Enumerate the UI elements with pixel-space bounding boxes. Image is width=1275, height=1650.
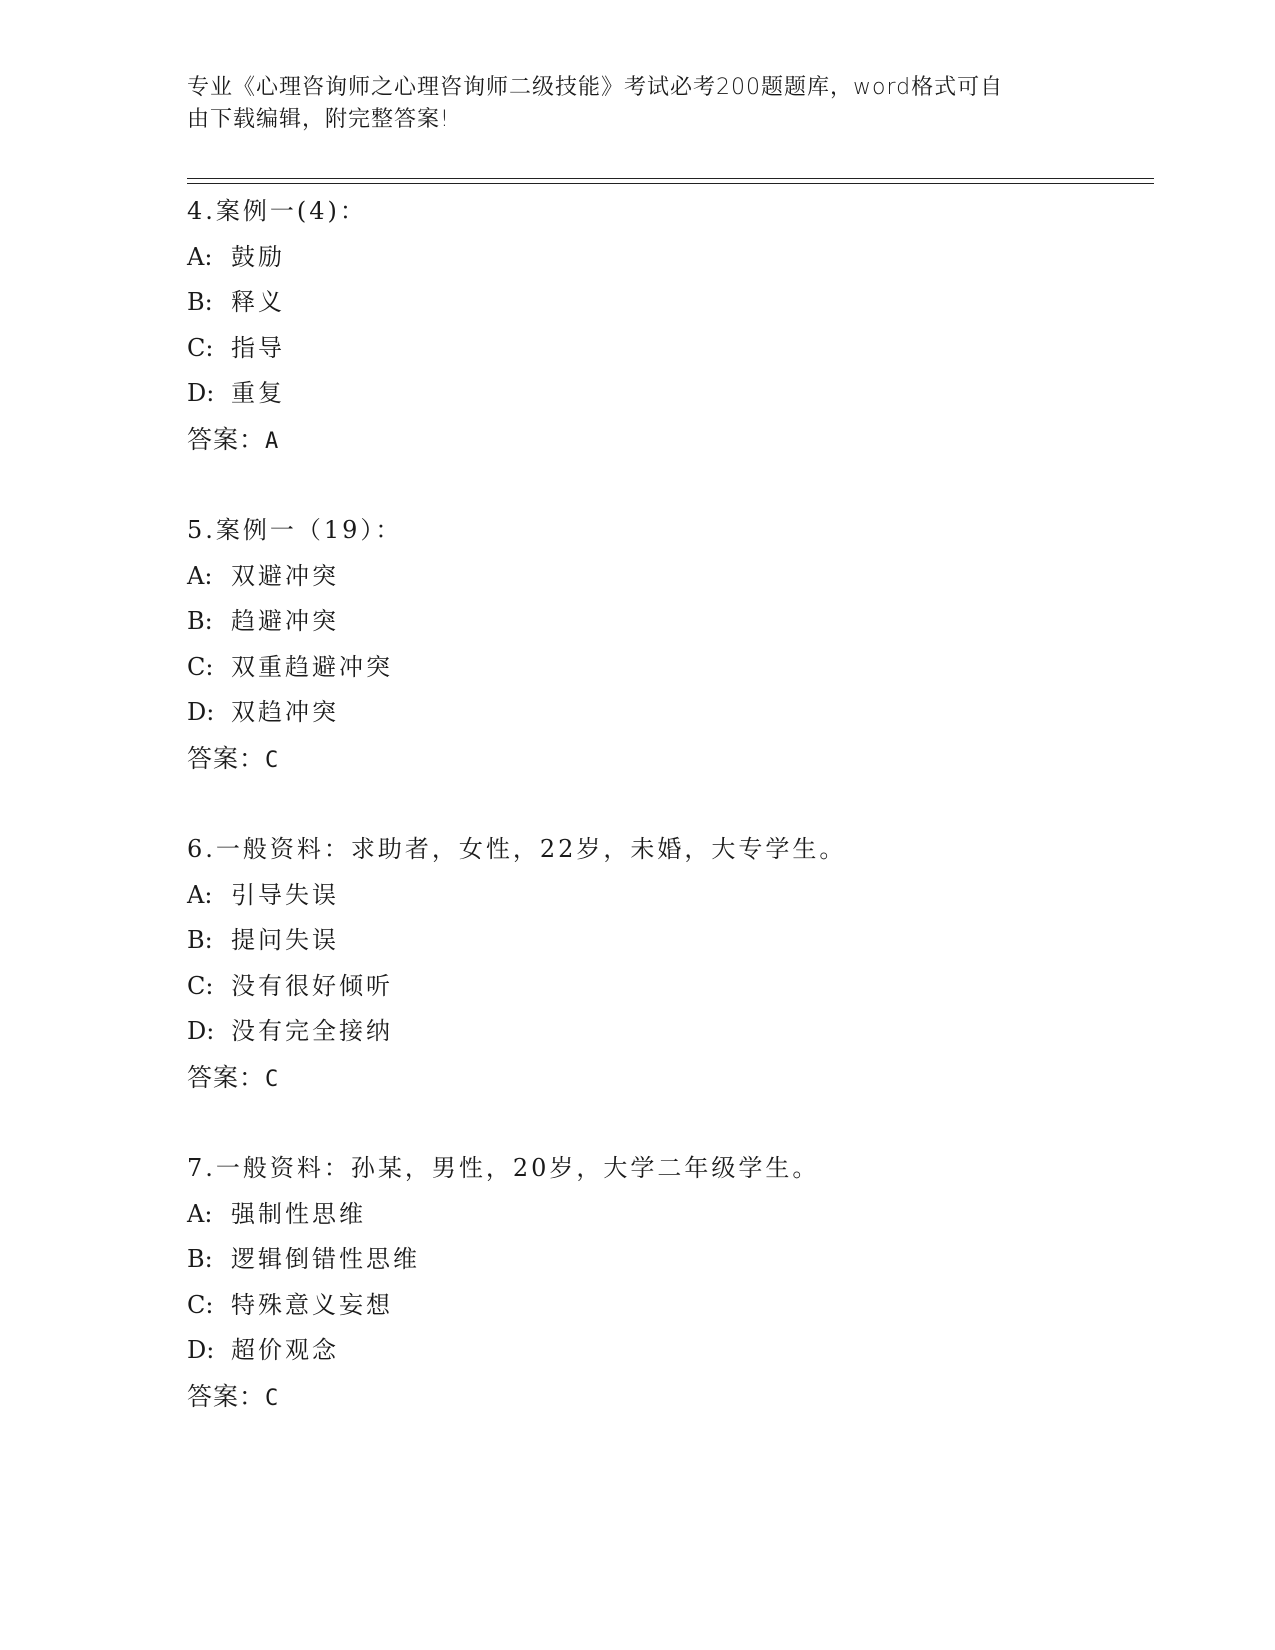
option-text: 没有完全接纳 — [231, 1017, 393, 1045]
answer-label: 答案： — [187, 1381, 266, 1411]
option-letter: A: — [187, 1199, 213, 1228]
document-header — [187, 72, 1067, 136]
answer-line — [187, 417, 1147, 463]
option-letter: C: — [187, 1290, 214, 1319]
option-letter: D: — [187, 1336, 215, 1364]
option-text: 重复 — [231, 379, 285, 407]
answer-label: 答案： — [187, 743, 266, 773]
question-block — [187, 827, 1147, 1100]
question-stem: 6.一般资料：求助者，女性，22岁，未婚，大专学生。 — [187, 835, 847, 863]
option-b — [187, 280, 1147, 326]
question-block — [187, 189, 1147, 462]
option-letter: B: — [187, 926, 213, 954]
option-letter: C: — [187, 652, 214, 681]
option-letter: B: — [187, 1245, 213, 1273]
option-text: 释义 — [231, 288, 285, 316]
answer-value: A — [265, 428, 280, 454]
option-text: 鼓励 — [231, 242, 285, 271]
question-stem: 5.案例一（19）： — [187, 516, 403, 544]
option-b — [187, 599, 1147, 645]
option-letter: D: — [187, 1017, 215, 1045]
option-text: 超价观念 — [231, 1336, 339, 1364]
option-letter: D: — [187, 379, 215, 407]
option-text: 特殊意义妄想 — [231, 1290, 393, 1319]
question-list — [187, 189, 1147, 1465]
option-b — [187, 918, 1147, 964]
question-block — [187, 508, 1147, 781]
answer-line — [187, 736, 1147, 782]
answer-value: C — [265, 1385, 280, 1411]
answer-line — [187, 1055, 1147, 1101]
option-text: 双重趋避冲突 — [231, 652, 393, 681]
header-line-2: 由下载编辑，附完整答案! — [187, 107, 450, 132]
question-stem: 7.一般资料：孙某，男性，20岁，大学二年级学生。 — [187, 1154, 820, 1182]
option-text: 逻辑倒错性思维 — [231, 1245, 420, 1273]
question-stem: 4.案例一(4)： — [187, 197, 367, 225]
option-text: 提问失误 — [231, 926, 339, 954]
option-c — [187, 964, 1147, 1010]
option-text: 双避冲突 — [231, 561, 339, 590]
answer-value: C — [265, 1066, 280, 1092]
option-d — [187, 690, 1147, 736]
answer-label: 答案： — [187, 424, 266, 454]
option-a — [187, 873, 1147, 919]
option-text: 双趋冲突 — [231, 698, 339, 726]
option-d — [187, 371, 1147, 417]
option-text: 趋避冲突 — [231, 607, 339, 635]
question-block — [187, 1146, 1147, 1419]
answer-line — [187, 1374, 1147, 1420]
header-rule-top — [187, 178, 1154, 179]
option-letter: A: — [187, 561, 213, 590]
option-text: 强制性思维 — [231, 1199, 366, 1228]
option-c — [187, 1283, 1147, 1329]
header-line-1: 专业《心理咨询师之心理咨询师二级技能》考试必考200题题库，word格式可自 — [187, 75, 1004, 100]
answer-value: C — [265, 747, 280, 773]
option-text: 没有很好倾听 — [231, 971, 393, 1000]
option-letter: B: — [187, 288, 213, 316]
option-text: 指导 — [231, 333, 285, 362]
option-letter: A: — [187, 242, 213, 271]
header-rule-bottom — [187, 183, 1154, 184]
option-letter: C: — [187, 333, 214, 362]
option-letter: B: — [187, 607, 213, 635]
option-text: 引导失误 — [231, 880, 339, 909]
option-a — [187, 554, 1147, 600]
option-c — [187, 645, 1147, 691]
option-d — [187, 1009, 1147, 1055]
option-letter: A: — [187, 880, 213, 909]
option-a — [187, 235, 1147, 281]
answer-label: 答案： — [187, 1062, 266, 1092]
option-b — [187, 1237, 1147, 1283]
option-letter: D: — [187, 698, 215, 726]
option-c — [187, 326, 1147, 372]
option-letter: C: — [187, 971, 214, 1000]
option-a — [187, 1192, 1147, 1238]
option-d — [187, 1328, 1147, 1374]
